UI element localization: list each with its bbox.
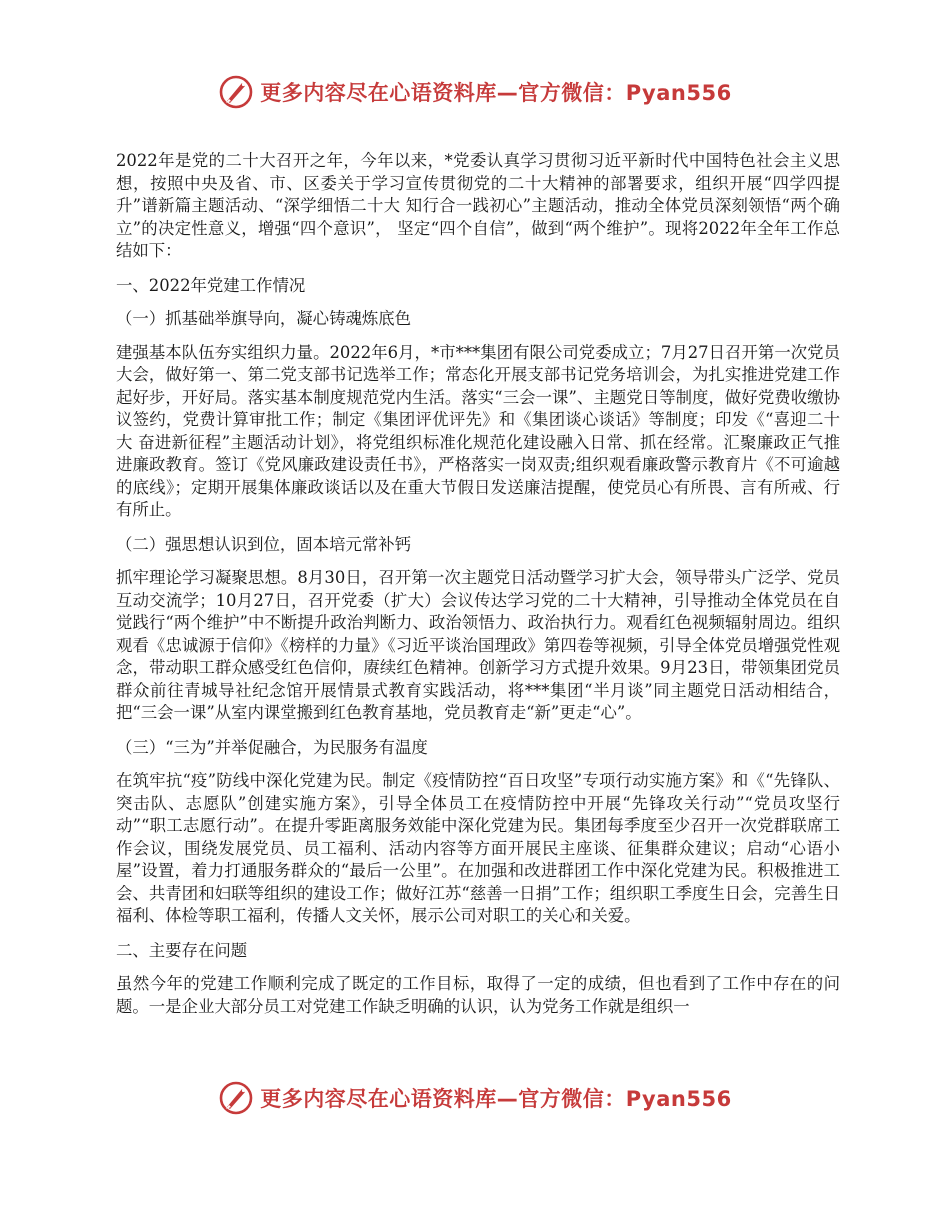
section-heading: 一、2022年党建工作情况: [116, 275, 306, 295]
body-paragraph: 建强基本队伍夯实组织力量。2022年6月，*市***集团有限公司党委成立；7月27日召开第一次党员大会，做好第一、第二党支部书记选举工作；常态化开展支部书记党务培训会，为扎实推进党建工作起好步，开好局。落实基本制度规范党内生活。落实“三会一课”、主题党日等制度，做好党费收缴协议签约，党费计算审批工作；制定《集团评优评先》和《集团谈心谈话》等制度；印发《“喜迎二十大 奋进新征程”主题活动计划》，将党组织标准化规范化建设融入日常、抓在经常。汇聚廉政正气推进廉政教育。签订《党风廉政建设责任书》，严格落实一岗双责;组织观看廉政警示教育片《不可逾越的底线》；定期开展集体廉政谈话以及在重大节假日发送廉洁提醒，使党员心有所畏、言有所戒、行有所止。: [116, 342, 840, 519]
watermark-banner-top: [0, 70, 950, 114]
watermark-text: 更多内容尽在心语资料库—官方微信：Pyan556: [260, 1087, 732, 1111]
section-heading: （二）强思想认识到位，固本培元常补钙: [116, 534, 412, 554]
pen-brush-logo-icon: [218, 74, 254, 110]
body-paragraph: 2022年是党的二十大召开之年，今年以来，*党委认真学习贯彻习近平新时代中国特色社会主义思想，按照中央及省、市、区委关于学习宣传贯彻党的二十大精神的部署要求，组织开展“四学四提升”谱新篇主题活动、“深学细悟二十大 知行合一践初心”主题活动，推动全体党员深刻领悟“两个确立”的决定性意义，增强“四个意识”， 坚定“四个自信”，做到“两个维护”。现将2022年全年工作总结如下：: [116, 151, 840, 260]
watermark-text: 更多内容尽在心语资料库—官方微信：Pyan556: [260, 81, 732, 105]
watermark-banner-bottom: [0, 1076, 950, 1120]
pen-brush-logo-icon: [218, 1080, 254, 1116]
body-paragraph: 抓牢理论学习凝聚思想。8月30日，召开第一次主题党日活动暨学习扩大会，领导带头广泛学、党员互动交流学；10月27日，召开党委（扩大）会议传达学习党的二十大精神，引导推动全体党员在自觉践行“两个维护”中不断提升政治判断力、政治领悟力、政治执行力。观看红色视频辐射周边。组织观看《忠诚源于信仰》《榜样的力量》《习近平谈治国理政》第四卷等视频，引导全体党员增强党性观念，带动职工群众感受红色信仰，赓续红色精神。创新学习方式提升效果。9月23日，带领集团党员群众前往青城导社纪念馆开展情景式教育实践活动，将***集团“半月谈”同主题党日活动相结合，把“三会一课”从室内课堂搬到红色教育基地，党员教育走“新”更走“心”。: [116, 568, 840, 722]
section-heading: （三）“三为”并举促融合，为民服务有温度: [116, 737, 428, 757]
section-heading: （一）抓基础举旗导向，凝心铸魂炼底色: [116, 309, 412, 328]
body-paragraph: 在筑牢抗“疫”防线中深化党建为民。制定《疫情防控“百日攻坚”专项行动实施方案》和《“先锋队、突击队、志愿队”创建实施方案》，引导全体员工在疫情防控中开展“先锋攻关行动”“党员攻坚行动”“职工志愿行动”。在提升零距离服务效能中深化党建为民。集团每季度至少召开一次党群联席工作会议，围绕发展党员、员工福利、活动内容等方面开展民主座谈、征集群众建议；启动“心语小屋”设置，着力打通服务群众的“最后一公里”。在加强和改进群团工作中深化党建为民。积极推进工会、共青团和妇联等组织的建设工作；做好江苏“慈善一日捐”工作；组织职工季度生日会，完善生日福利、体检等职工福利，传播人文关怀，展示公司对职工的关心和关爱。: [116, 771, 840, 925]
body-paragraph: 虽然今年的党建工作顺利完成了既定的工作目标，取得了一定的成绩，但也看到了工作中存在的问题。一是企业大部分员工对党建工作缺乏明确的认识，认为党务工作就是组织一: [116, 974, 840, 1016]
document-body: [116, 150, 840, 1030]
section-heading: 二、主要存在问题: [116, 940, 248, 960]
